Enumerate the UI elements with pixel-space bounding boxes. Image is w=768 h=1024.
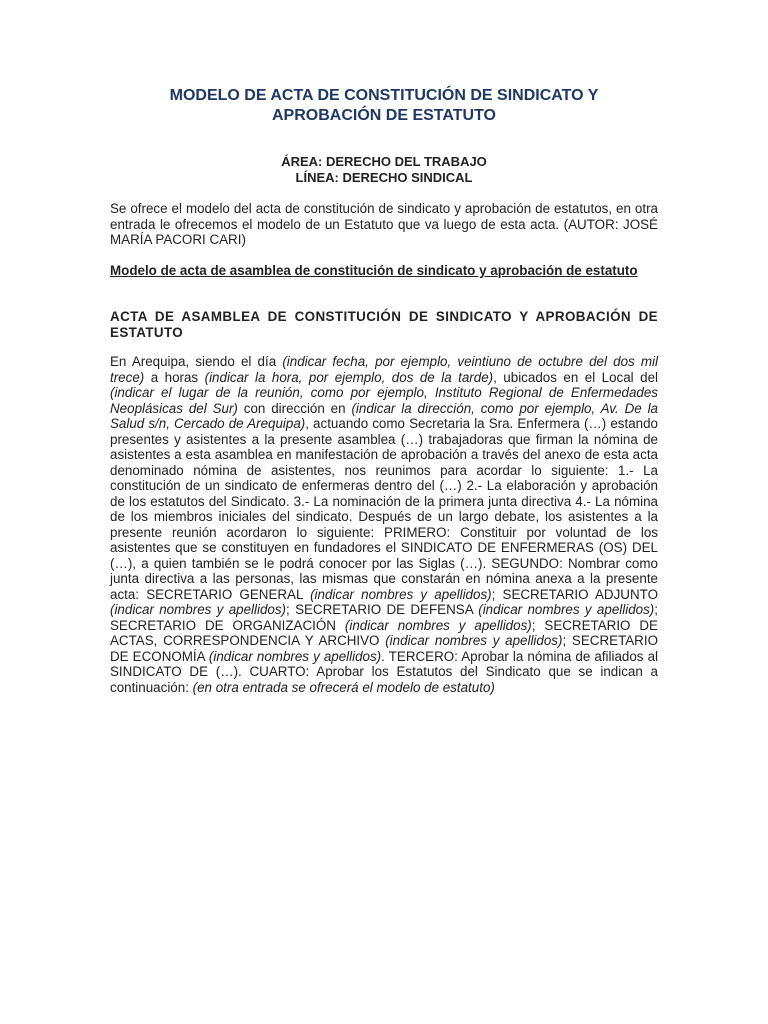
body-text-segment: ; SECRETARIO DE ACTAS, CORRESPONDENCIA Y ARCHIVO (110, 617, 658, 648)
placeholder-instruction: (indicar la hora, por ejemplo, dos de la tarde) (204, 369, 494, 385)
body-text-segment: En Arequipa, siendo el día (110, 354, 283, 369)
intro-paragraph: Se ofrece el modelo del acta de constitución de sindicato y aprobación de estatutos, en otra entrada le ofrecemos el modelo de un Estatuto que va luego de esta acta. (AUTOR: JOSÉ MARÍA PACORI CARI) (110, 201, 658, 247)
acta-heading: ACTA DE ASAMBLEA DE CONSTITUCIÓN DE SINDICATO Y APROBACIÓN DE ESTATUTO (110, 309, 658, 340)
body-text-segment: a horas (144, 369, 205, 385)
body-text-segment: , ubicados en el Local del (493, 369, 659, 385)
area-info (110, 154, 658, 186)
document-title (110, 86, 658, 126)
placeholder-instruction: (indicar fecha, por ejemplo, veintiuno de octubre del dos mil trece) (110, 354, 658, 385)
placeholder-instruction: (indicar la dirección, como por ejemplo, Av. De la Salud s/n, Cercado de Arequipa) (110, 400, 658, 431)
placeholder-instruction: (indicar nombres y apellidos) (385, 633, 563, 648)
body-text-segment: ; SECRETARIO ADJUNTO (491, 586, 658, 602)
placeholder-instruction: (indicar nombres y apellidos) (208, 648, 382, 664)
placeholder-instruction: (indicar el lugar de la reunión, como por ejemplo, Instituto Regional de Enfermedades Neoplásicas del Sur) (110, 385, 658, 416)
body-text-segment: con dirección en (237, 400, 352, 416)
placeholder-instruction: (indicar nombres y apellidos) (310, 586, 492, 602)
body-text-segment: ; SECRETARIO DE ECONOMÍA (110, 633, 658, 664)
acta-body-paragraph (110, 354, 658, 695)
body-text-segment: . TERCERO: Aprobar la nómina de afiliados al SINDICATO DE (…). CUARTO: Aprobar los Estatutos del Sindicato que se indican a continuación: (110, 648, 658, 695)
title-line-1: MODELO DE ACTA DE CONSTITUCIÓN DE SINDICATO Y (169, 87, 599, 104)
body-text-segment: , actuando como Secretaria la Sra. Enfermera (…) estando presentes y asistentes a la presente asamblea (…) trabajadoras que firman la nómina de asistentes a esta asamblea en manifestación de aprobación a través del anexo de esta acta denominado nómina de asistentes, nos reunimos para acordar lo siguiente: 1.- La constitución de un sindicato de enfermeras dentro del (…) 2.- La elaboración y aprobación de los estatutos del Sindicato. 3.- La nominación de la primera junta directiva 4.- La nómina de los miembros iniciales del sindicato. Después de un largo debate, los asistentes a la presente reunión acordaron lo siguiente: PRIMERO: Constituir por voluntad de los asistentes que se constituyen en fundadores el SINDICATO DE ENFERMERAS (OS) DEL (…), a quien también se le podrá conocer por las Siglas (…). SEGUNDO: Nombrar como junta directiva a las personas, las mismas que constarán en nómina anexa a la presente acta: SECRETARIO GENERAL (110, 416, 658, 602)
placeholder-instruction: (indicar nombres y apellidos) (110, 602, 287, 617)
placeholder-instruction: (en otra entrada se ofrecerá el modelo de estatuto) (192, 679, 495, 695)
linea-label: LÍNEA: DERECHO SINDICAL (295, 170, 473, 185)
body-text-segment: ; SECRETARIO DE DEFENSA (286, 602, 479, 617)
placeholder-instruction: (indicar nombres y apellidos) (478, 602, 655, 617)
area-label: ÁREA: DERECHO DEL TRABAJO (281, 154, 487, 169)
model-subheading: Modelo de acta de asamblea de constitución de sindicato y aprobación de estatuto (110, 263, 638, 278)
body-text-segment: ; SECRETARIO DE ORGANIZACIÓN (110, 602, 658, 633)
title-line-2: APROBACIÓN DE ESTATUTO (271, 107, 496, 124)
placeholder-instruction: (indicar nombres y apellidos) (344, 617, 532, 633)
